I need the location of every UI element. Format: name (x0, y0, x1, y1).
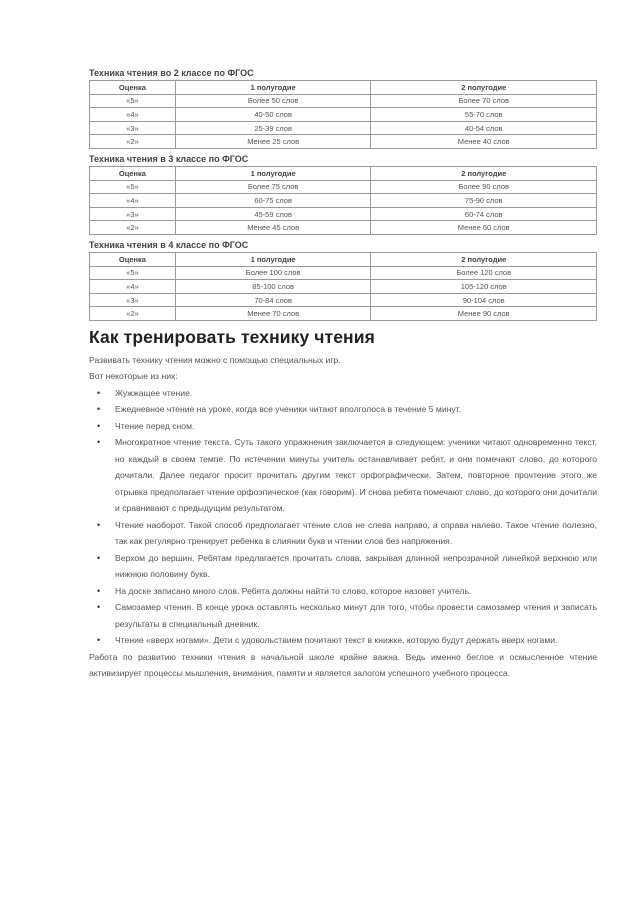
list-item-text: Ежедневное чтение на уроке, когда все ученики читают вполголоса в течение 5 минут. (115, 404, 462, 415)
cell-half-2: Более 90 слов (371, 180, 597, 194)
cell-grade: «5» (90, 180, 176, 194)
header-half-1: 1 полугодие (175, 166, 371, 180)
table-title: Техника чтения во 2 классе по ФГОС (89, 68, 254, 78)
list-item (89, 599, 597, 632)
table-section-grade-4 (89, 238, 597, 321)
cell-grade: «2» (90, 221, 176, 235)
conclusion-paragraph: Работа по развитию техники чтения в начальной школе крайне важна. Ведь именно беглое и осмысленное чтение активизирует процессы мышления, внимания, памяти и является залогом успешного учебного процесса. (89, 651, 597, 679)
cell-half-2: Менее 60 слов (371, 221, 597, 235)
reading-norms-table (89, 252, 597, 321)
header-grade: Оценка (90, 252, 176, 266)
table-row (90, 135, 597, 149)
table-row (90, 221, 597, 235)
header-grade: Оценка (90, 81, 176, 95)
exercise-list (89, 385, 597, 649)
cell-half-1: Более 75 слов (175, 180, 371, 194)
table-row (90, 280, 597, 294)
intro-paragraph: Развивать технику чтения можно с помощью специальных игр. (89, 354, 341, 365)
header-half-2: 2 полугодие (371, 252, 597, 266)
cell-half-1: Более 100 слов (175, 266, 371, 280)
header-half-2: 2 полугодие (371, 166, 597, 180)
cell-grade: «4» (90, 280, 176, 294)
header-half-1: 1 полугодие (175, 252, 371, 266)
header-half-1: 1 полугодие (175, 81, 371, 95)
table-title: Техника чтения в 3 классе по ФГОС (89, 153, 249, 164)
cell-half-1: 60-75 слов (175, 194, 371, 208)
bullet-icon: • (97, 635, 101, 646)
cell-half-2: 90-104 слов (371, 293, 597, 307)
cell-half-1: 85-100 слов (175, 280, 371, 294)
document-content (89, 66, 597, 682)
list-item (89, 401, 597, 418)
cell-grade: «3» (90, 207, 176, 221)
cell-grade: «2» (90, 135, 176, 149)
header-grade: Оценка (90, 166, 176, 180)
table-row (90, 266, 597, 280)
cell-half-2: 40-54 слов (371, 121, 597, 135)
list-item-text: Самозамер чтения. В конце урока оставлять несколько минут для того, чтобы провести самозамер чтения и записать результаты в специальный дневник. (115, 602, 597, 629)
table-row (90, 94, 597, 108)
cell-half-2: Менее 90 слов (371, 307, 597, 321)
section-heading: Как тренировать технику чтения (89, 326, 375, 347)
list-item (89, 583, 597, 600)
list-intro: Вот некоторые из них: (89, 371, 178, 382)
cell-grade: «3» (90, 293, 176, 307)
cell-half-2: 75-90 слов (371, 194, 597, 208)
cell-grade: «5» (90, 266, 176, 280)
table-section-grade-2 (89, 66, 597, 149)
list-item-text: Чтение наоборот. Такой способ предполагает чтение слов не слева направо, а справа налево. Такое чтение полезно, так как регулярно тренирует ребенка в слиянии букв и чтении слов без напряжения. (115, 519, 597, 547)
table-row (90, 194, 597, 208)
list-item (89, 632, 597, 649)
list-item (89, 418, 597, 435)
bullet-icon: • (97, 437, 101, 448)
cell-grade: «5» (90, 94, 176, 108)
list-item-text: Чтение перед сном. (115, 420, 195, 431)
list-item-text: На доске записано много слов. Ребята должны найти то слово, которое назовет учитель. (115, 585, 472, 596)
cell-half-2: 105-120 слов (371, 280, 597, 294)
cell-half-1: Менее 70 слов (175, 307, 371, 321)
bullet-icon: • (97, 420, 101, 431)
bullet-icon: • (97, 585, 101, 596)
table-section-grade-3 (89, 152, 597, 235)
bullet-icon: • (97, 519, 101, 530)
cell-half-2: Менее 40 слов (371, 135, 597, 149)
table-row (90, 293, 597, 307)
bullet-icon: • (97, 602, 101, 613)
list-item (89, 385, 597, 402)
bullet-icon: • (97, 404, 101, 415)
bullet-icon: • (97, 387, 101, 398)
list-item-text: Верхом до вершин. Ребятам предлагается прочитать слова, закрывая длинной непрозрачной линейкой верхнюю или нижнюю половину букв. (115, 552, 597, 580)
table-row (90, 108, 597, 122)
header-half-2: 2 полугодие (371, 81, 597, 95)
cell-half-1: Менее 45 слов (175, 221, 371, 235)
list-item (89, 550, 597, 583)
reading-norms-table (89, 166, 597, 235)
cell-half-2: 55-70 слов (371, 108, 597, 122)
cell-half-1: 40-50 слов (175, 108, 371, 122)
table-header-row (90, 252, 597, 266)
cell-grade: «3» (90, 121, 176, 135)
table-title: Техника чтения в 4 классе по ФГОС (89, 239, 249, 250)
table-row (90, 121, 597, 135)
cell-half-1: 25-39 слов (175, 121, 371, 135)
table-header-row (90, 166, 597, 180)
table-header-row (90, 81, 597, 95)
cell-half-2: 60-74 слов (371, 207, 597, 221)
list-item-text: Жужжащее чтение. (115, 387, 193, 398)
cell-half-1: Менее 25 слов (175, 135, 371, 149)
cell-grade: «4» (90, 194, 176, 208)
bullet-icon: • (97, 552, 101, 563)
list-item (89, 517, 597, 550)
cell-half-1: Более 50 слов (175, 94, 371, 108)
cell-half-1: 70-84 слов (175, 293, 371, 307)
cell-half-2: Более 120 слов (371, 266, 597, 280)
list-item-text: Многократное чтение текста. Суть такого упражнения заключается в следующем: ученики читают одновременно текст, но каждый в своем темпе. По истечении минуты учитель останавливает ребят, и они помечают слово, до которого дочитали. Далее педагог просит прочитать другим текст орфографически. Затем, повторное прочтение этого же отрывка предполагает чтение орфоэпическое (как говорим). И снова ребята помечают слово, до которого они дочитали и сравнивают с предыдущим результатом. (115, 437, 597, 514)
cell-half-1: 45-59 слов (175, 207, 371, 221)
cell-grade: «2» (90, 307, 176, 321)
list-item-text: Чтение «вверх ногами». Дети с удовольствием почитают текст в книжке, которую будут держать вверх ногами. (115, 635, 558, 646)
cell-grade: «4» (90, 108, 176, 122)
table-row (90, 307, 597, 321)
table-row (90, 180, 597, 194)
cell-half-2: Более 70 слов (371, 94, 597, 108)
reading-norms-table (89, 80, 597, 149)
table-row (90, 207, 597, 221)
list-item (89, 434, 597, 517)
